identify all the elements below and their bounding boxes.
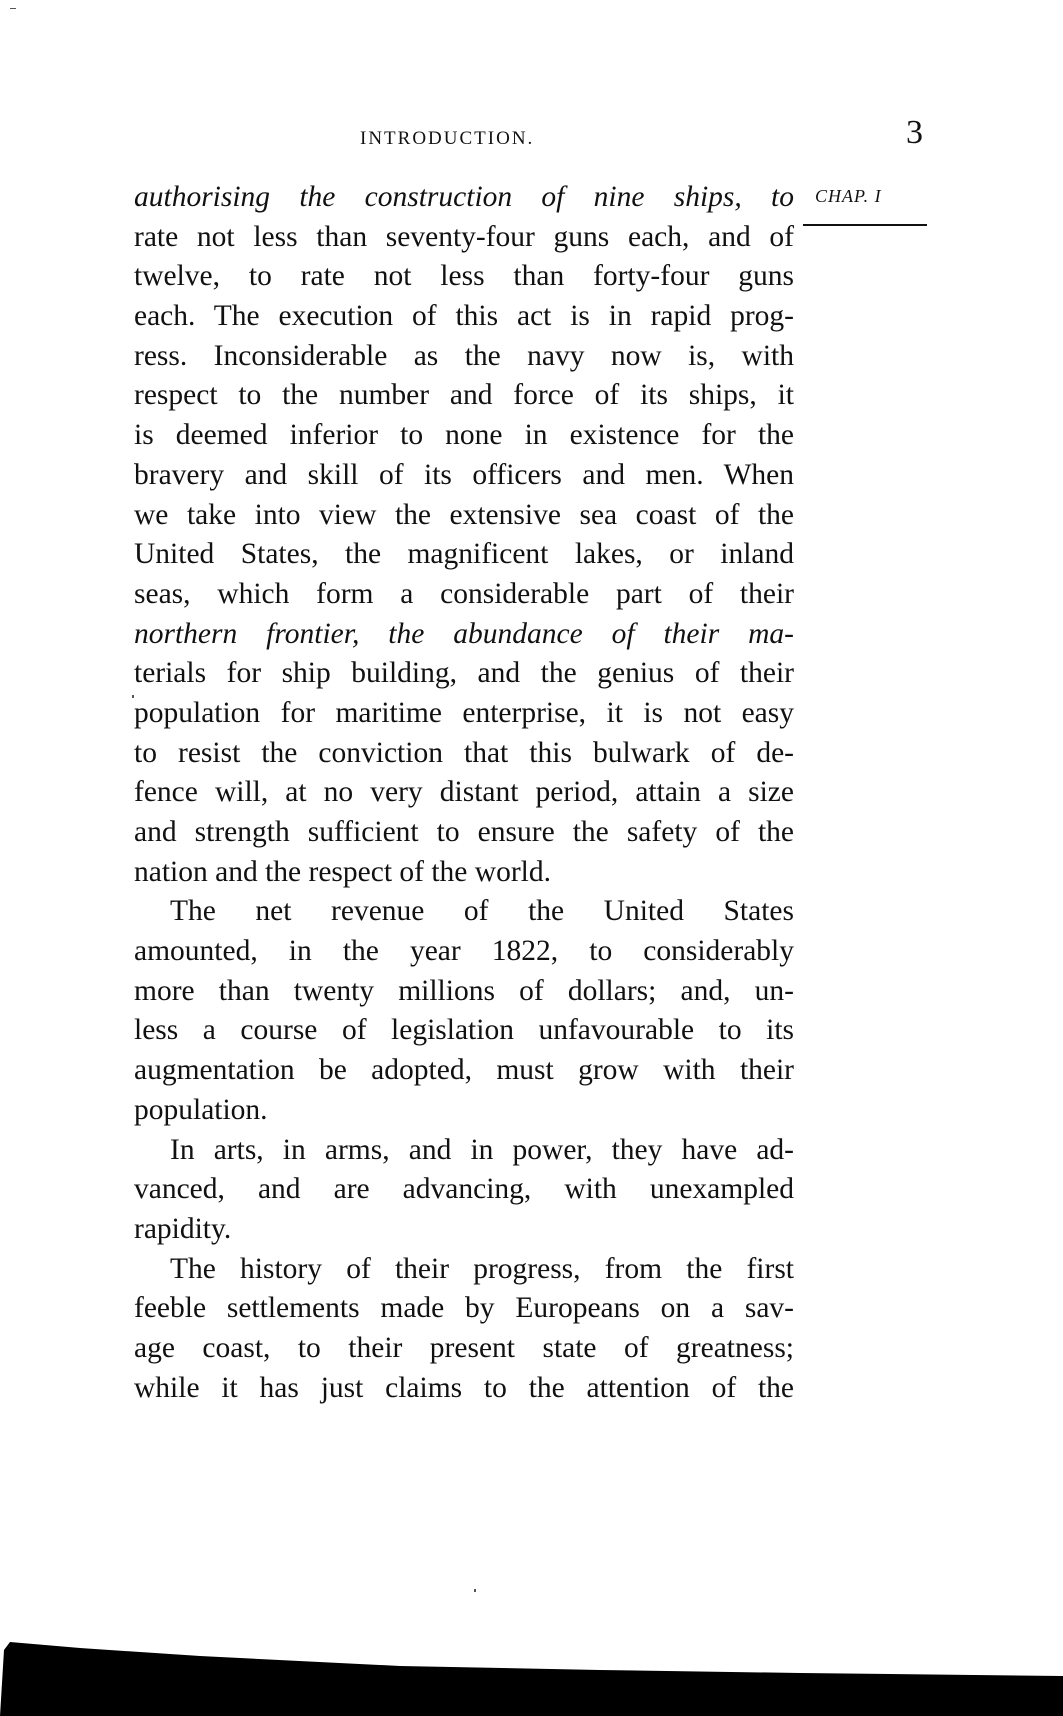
text-line: and strength sufficient to ensure the safety of the: [134, 816, 794, 848]
text-line: is deemed inferior to none in existence for the: [134, 419, 794, 452]
text-line: nation and the respect of the world.: [134, 855, 551, 888]
text-line: fence will, at no very distant period, attain a size: [134, 776, 794, 809]
text-line: United States, the magnificent lakes, or inland: [134, 538, 794, 571]
text-line: population for maritime enterprise, it is not easy: [134, 696, 794, 729]
text-line: seas, which form a considerable part of their: [134, 577, 794, 610]
text-line: ress. Inconsiderable as the navy now is, with: [134, 339, 794, 372]
scan-speck: [10, 8, 16, 9]
text-line: vanced, and are advancing, with unexampled: [134, 1173, 794, 1206]
text-line: age coast, to their present state of greatness;: [134, 1331, 794, 1364]
text-line: rate not less than seventy-four guns each, and of: [134, 220, 794, 253]
scan-speck: [132, 695, 134, 698]
text-line: rapidity.: [134, 1212, 232, 1245]
text-line: feeble settlements made by Europeans on a sav-: [134, 1292, 794, 1325]
text-line: authorising the construction of nine ships, to: [134, 181, 794, 213]
chapter-margin-note: CHAP. I: [815, 186, 882, 206]
text-line: northern frontier, the abundance of their ma-: [134, 617, 794, 650]
text-line: amounted, in the year 1822, to considerably: [134, 935, 794, 968]
text-line: The net revenue of the United States: [170, 895, 794, 928]
body-text: [134, 178, 794, 1408]
text-line: we take into view the extensive sea coast of the: [134, 498, 794, 531]
text-line: while it has just claims to the attention of the: [134, 1371, 794, 1404]
text-line: more than twenty millions of dollars; and, un-: [134, 974, 794, 1007]
scan-edge-shadow: [0, 1636, 1063, 1716]
text-line: less a course of legislation unfavourable to its: [134, 1014, 794, 1047]
text-line: In arts, in arms, and in power, they have ad-: [170, 1133, 794, 1166]
page-number: 3: [906, 114, 923, 151]
text-line: The history of their progress, from the first: [170, 1252, 794, 1285]
text-line: each. The execution of this act is in rapid prog-: [134, 300, 794, 333]
text-line: bravery and skill of its officers and men. When: [134, 458, 794, 491]
margin-rule: [803, 224, 927, 226]
scan-edge-shape: [0, 1636, 1063, 1716]
scan-speck: [474, 1589, 476, 1592]
text-line: augmentation be adopted, must grow with their: [134, 1054, 794, 1087]
text-line: terials for ship building, and the genius of their: [134, 657, 794, 690]
text-line: respect to the number and force of its ships, it: [134, 379, 794, 412]
running-head: INTRODUCTION.: [360, 128, 535, 149]
text-line: to resist the conviction that this bulwark of de-: [134, 736, 794, 769]
text-line: population.: [134, 1093, 268, 1126]
text-line: twelve, to rate not less than forty-four guns: [134, 260, 794, 293]
